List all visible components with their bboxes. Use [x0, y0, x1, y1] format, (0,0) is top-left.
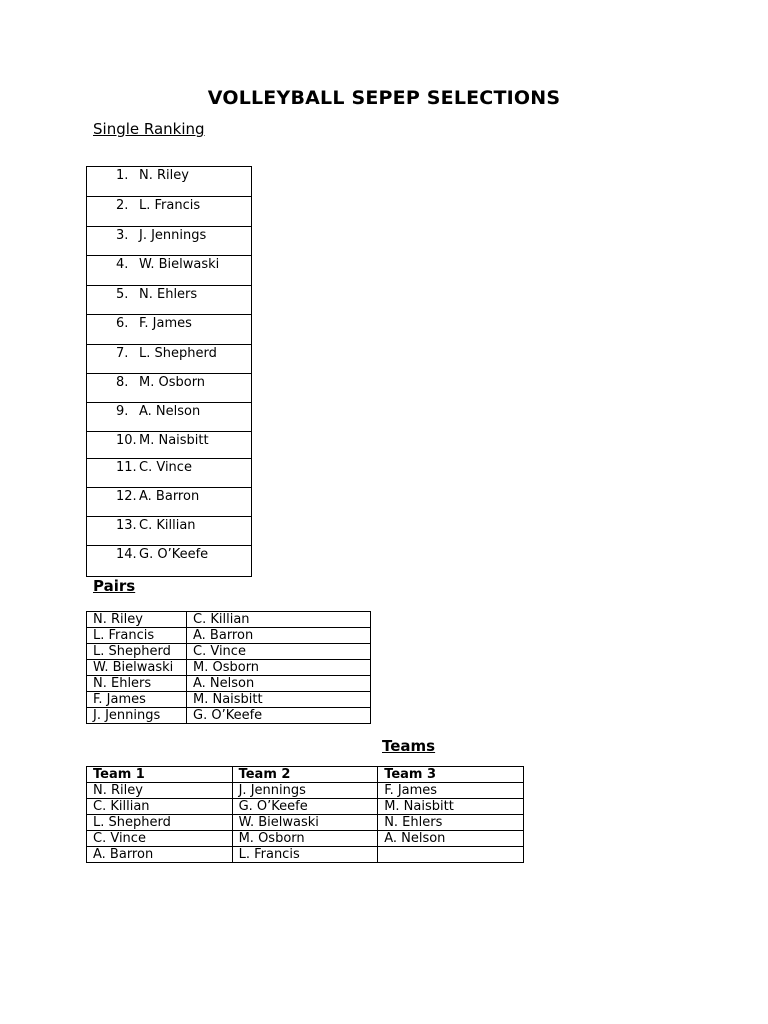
ranking-number: 1. [116, 168, 129, 183]
pair-cell: M. Osborn [187, 660, 371, 676]
ranking-name: N. Ehlers [139, 287, 198, 302]
team-cell: L. Shepherd [87, 815, 233, 831]
ranking-item [87, 167, 251, 197]
ranking-name: L. Shepherd [139, 346, 217, 361]
pair-cell: G. O’Keefe [187, 708, 371, 724]
ranking-item [87, 227, 251, 256]
team-cell: N. Ehlers [378, 815, 524, 831]
ranking-item [87, 403, 251, 432]
ranking-number: 4. [116, 257, 129, 272]
ranking-name: G. O’Keefe [139, 547, 209, 562]
table-row [87, 644, 371, 660]
ranking-number: 8. [116, 375, 129, 390]
ranking-number: 7. [116, 346, 129, 361]
table-row [87, 612, 371, 628]
team-cell: A. Barron [87, 847, 233, 863]
ranking-number: 10. [116, 433, 137, 448]
team-cell: G. O’Keefe [232, 799, 378, 815]
pairs-heading: Pairs [93, 577, 136, 595]
pair-cell: A. Barron [187, 628, 371, 644]
team-cell: C. Killian [87, 799, 233, 815]
pair-cell: A. Nelson [187, 676, 371, 692]
ranking-name: L. Francis [139, 198, 201, 213]
pair-cell: J. Jennings [87, 708, 187, 724]
ranking-item [87, 432, 251, 459]
column-header: Team 3 [378, 767, 524, 783]
pair-cell: L. Shepherd [87, 644, 187, 660]
ranking-item [87, 374, 251, 403]
table-row [87, 847, 524, 863]
pair-cell: N. Riley [87, 612, 187, 628]
ranking-item [87, 315, 251, 345]
pair-cell: C. Killian [187, 612, 371, 628]
ranking-item [87, 286, 251, 315]
team-cell [378, 847, 524, 863]
ranking-number: 14. [116, 547, 137, 562]
ranking-item [87, 459, 251, 488]
ranking-name: A. Barron [139, 489, 200, 504]
page-title: VOLLEYBALL SEPEP SELECTIONS [207, 87, 561, 109]
ranking-name: C. Vince [139, 460, 192, 475]
table-row [87, 831, 524, 847]
ranking-number: 2. [116, 198, 129, 213]
column-header: Team 1 [87, 767, 233, 783]
ranking-number: 6. [116, 316, 129, 331]
table-row [87, 708, 371, 724]
ranking-number: 12. [116, 489, 137, 504]
pair-cell: N. Ehlers [87, 676, 187, 692]
team-cell: N. Riley [87, 783, 233, 799]
ranking-item [87, 517, 251, 546]
table-row [87, 676, 371, 692]
ranking-number: 9. [116, 404, 129, 419]
ranking-number: 11. [116, 460, 137, 475]
pair-cell: C. Vince [187, 644, 371, 660]
ranking-item [87, 256, 251, 286]
team-cell: J. Jennings [232, 783, 378, 799]
ranking-number: 5. [116, 287, 129, 302]
ranking-name: W. Bielwaski [139, 257, 220, 272]
ranking-item [87, 546, 251, 576]
pair-cell: M. Naisbitt [187, 692, 371, 708]
team-cell: A. Nelson [378, 831, 524, 847]
ranking-name: M. Osborn [139, 375, 206, 390]
team-cell: C. Vince [87, 831, 233, 847]
team-cell: M. Naisbitt [378, 799, 524, 815]
ranking-name: A. Nelson [139, 404, 201, 419]
ranking-item [87, 488, 251, 517]
team-cell: M. Osborn [232, 831, 378, 847]
single-ranking-list [86, 166, 252, 577]
ranking-number: 13. [116, 518, 137, 533]
table-row [87, 660, 371, 676]
table-row [87, 799, 524, 815]
pair-cell: L. Francis [87, 628, 187, 644]
table-row [87, 815, 524, 831]
team-cell: W. Bielwaski [232, 815, 378, 831]
ranking-name: C. Killian [139, 518, 196, 533]
pair-cell: W. Bielwaski [87, 660, 187, 676]
table-row [87, 692, 371, 708]
ranking-number: 3. [116, 228, 129, 243]
single-ranking-heading: Single Ranking [93, 120, 205, 138]
pair-cell: F. James [87, 692, 187, 708]
ranking-name: N. Riley [139, 168, 189, 183]
table-row [87, 783, 524, 799]
teams-table [86, 766, 524, 863]
teams-heading: Teams [382, 737, 436, 755]
pairs-table [86, 611, 371, 724]
ranking-item [87, 197, 251, 227]
ranking-item [87, 345, 251, 374]
column-header: Team 2 [232, 767, 378, 783]
ranking-name: F. James [139, 316, 192, 331]
table-row [87, 628, 371, 644]
team-cell: F. James [378, 783, 524, 799]
team-cell: L. Francis [232, 847, 378, 863]
ranking-name: M. Naisbitt [139, 433, 209, 448]
ranking-name: J. Jennings [139, 228, 207, 243]
